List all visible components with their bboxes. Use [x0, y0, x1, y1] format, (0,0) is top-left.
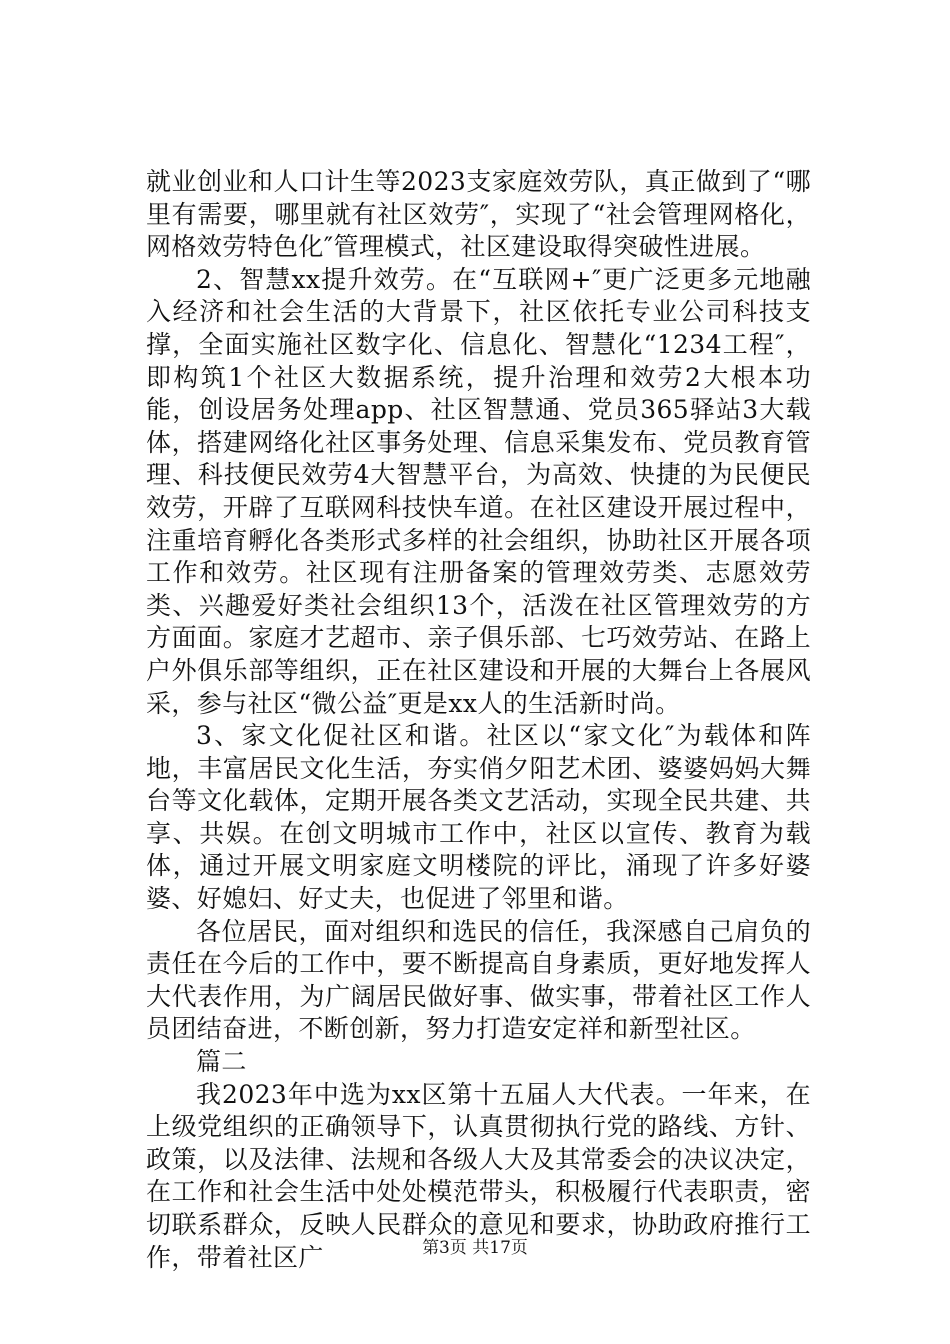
paragraph-continuation: 就业创业和人口计生等2023支家庭效劳队，真正做到了“哪里有需要，哪里就有社区效劳″，实现了“社会管理网格化，网格效劳特色化″管理模式，社区建设取得突破性进展。 — [146, 167, 811, 262]
page-footer — [0, 1238, 950, 1258]
paragraph-closing: 各位居民，面对组织和选民的信任，我深感自己肩负的责任在今后的工作中，要不断提高自身素质，更好地发挥人大代表作用，为广阔居民做好事、做实事，带着社区工作人员团结奋进，不断创新，努力打造安定祥和新型社区。 — [146, 916, 811, 1044]
paragraph-smart-service: 2、智慧xx提升效劳。在“互联网+″更广泛更多元地融入经济和社会生活的大背景下，社区依托专业公司科技支撑，全面实施社区数字化、信息化、智慧化“1234工程″，即构筑1个社区大数据系统，提升治理和效劳2大根本功能，创设居务处理app、社区智慧通、党员365驿站3大载体，搭建网络化社区事务处理、信息采集发布、党员教育管理、科技便民效劳4大智慧平台，为高效、快捷的为民便民效劳，开辟了互联网科技快车道。在社区建设开展过程中，注重培育孵化各类形式多样的社会组织，协助社区开展各项工作和效劳。社区现有注册备案的管理效劳类、志愿效劳类、兴趣爱好类社会组织13个，活泼在社区管理效劳的方方面面。家庭才艺超市、亲子俱乐部、七巧效劳站、在路上户外俱乐部等组织，正在社区建设和开展的大舞台上各展风采，参与社区“微公益″更是xx人的生活新时尚。 — [146, 264, 811, 718]
section-heading: 篇二 — [196, 1047, 247, 1077]
document-body — [146, 166, 811, 1274]
page-number: 第3页 共17页 — [422, 1238, 528, 1258]
paragraph-section-two: 我2023年中选为xx区第十五届人大代表。一年来，在上级党组织的正确领导下，认真贯彻执行党的路线、方针、政策，以及法律、法规和各级人大及其常委会的决议决定，在工作和社会生活中处处模范带头，积极履行代表职责，密切联系群众，反映人民群众的意见和要求，协助政府推行工作，带着社区广 — [146, 1079, 811, 1272]
paragraph-family-culture: 3、家文化促社区和谐。社区以“家文化″为载体和阵地，丰富居民文化生活，夯实俏夕阳艺术团、婆婆妈妈大舞台等文化载体，定期开展各类文艺活动，实现全民共建、共享、共娱。在创文明城市工作中，社区以宣传、教育为载体，通过开展文明家庭文明楼院的评比，涌现了许多好婆婆、好媳妇、好丈夫，也促进了邻里和谐。 — [146, 721, 811, 914]
